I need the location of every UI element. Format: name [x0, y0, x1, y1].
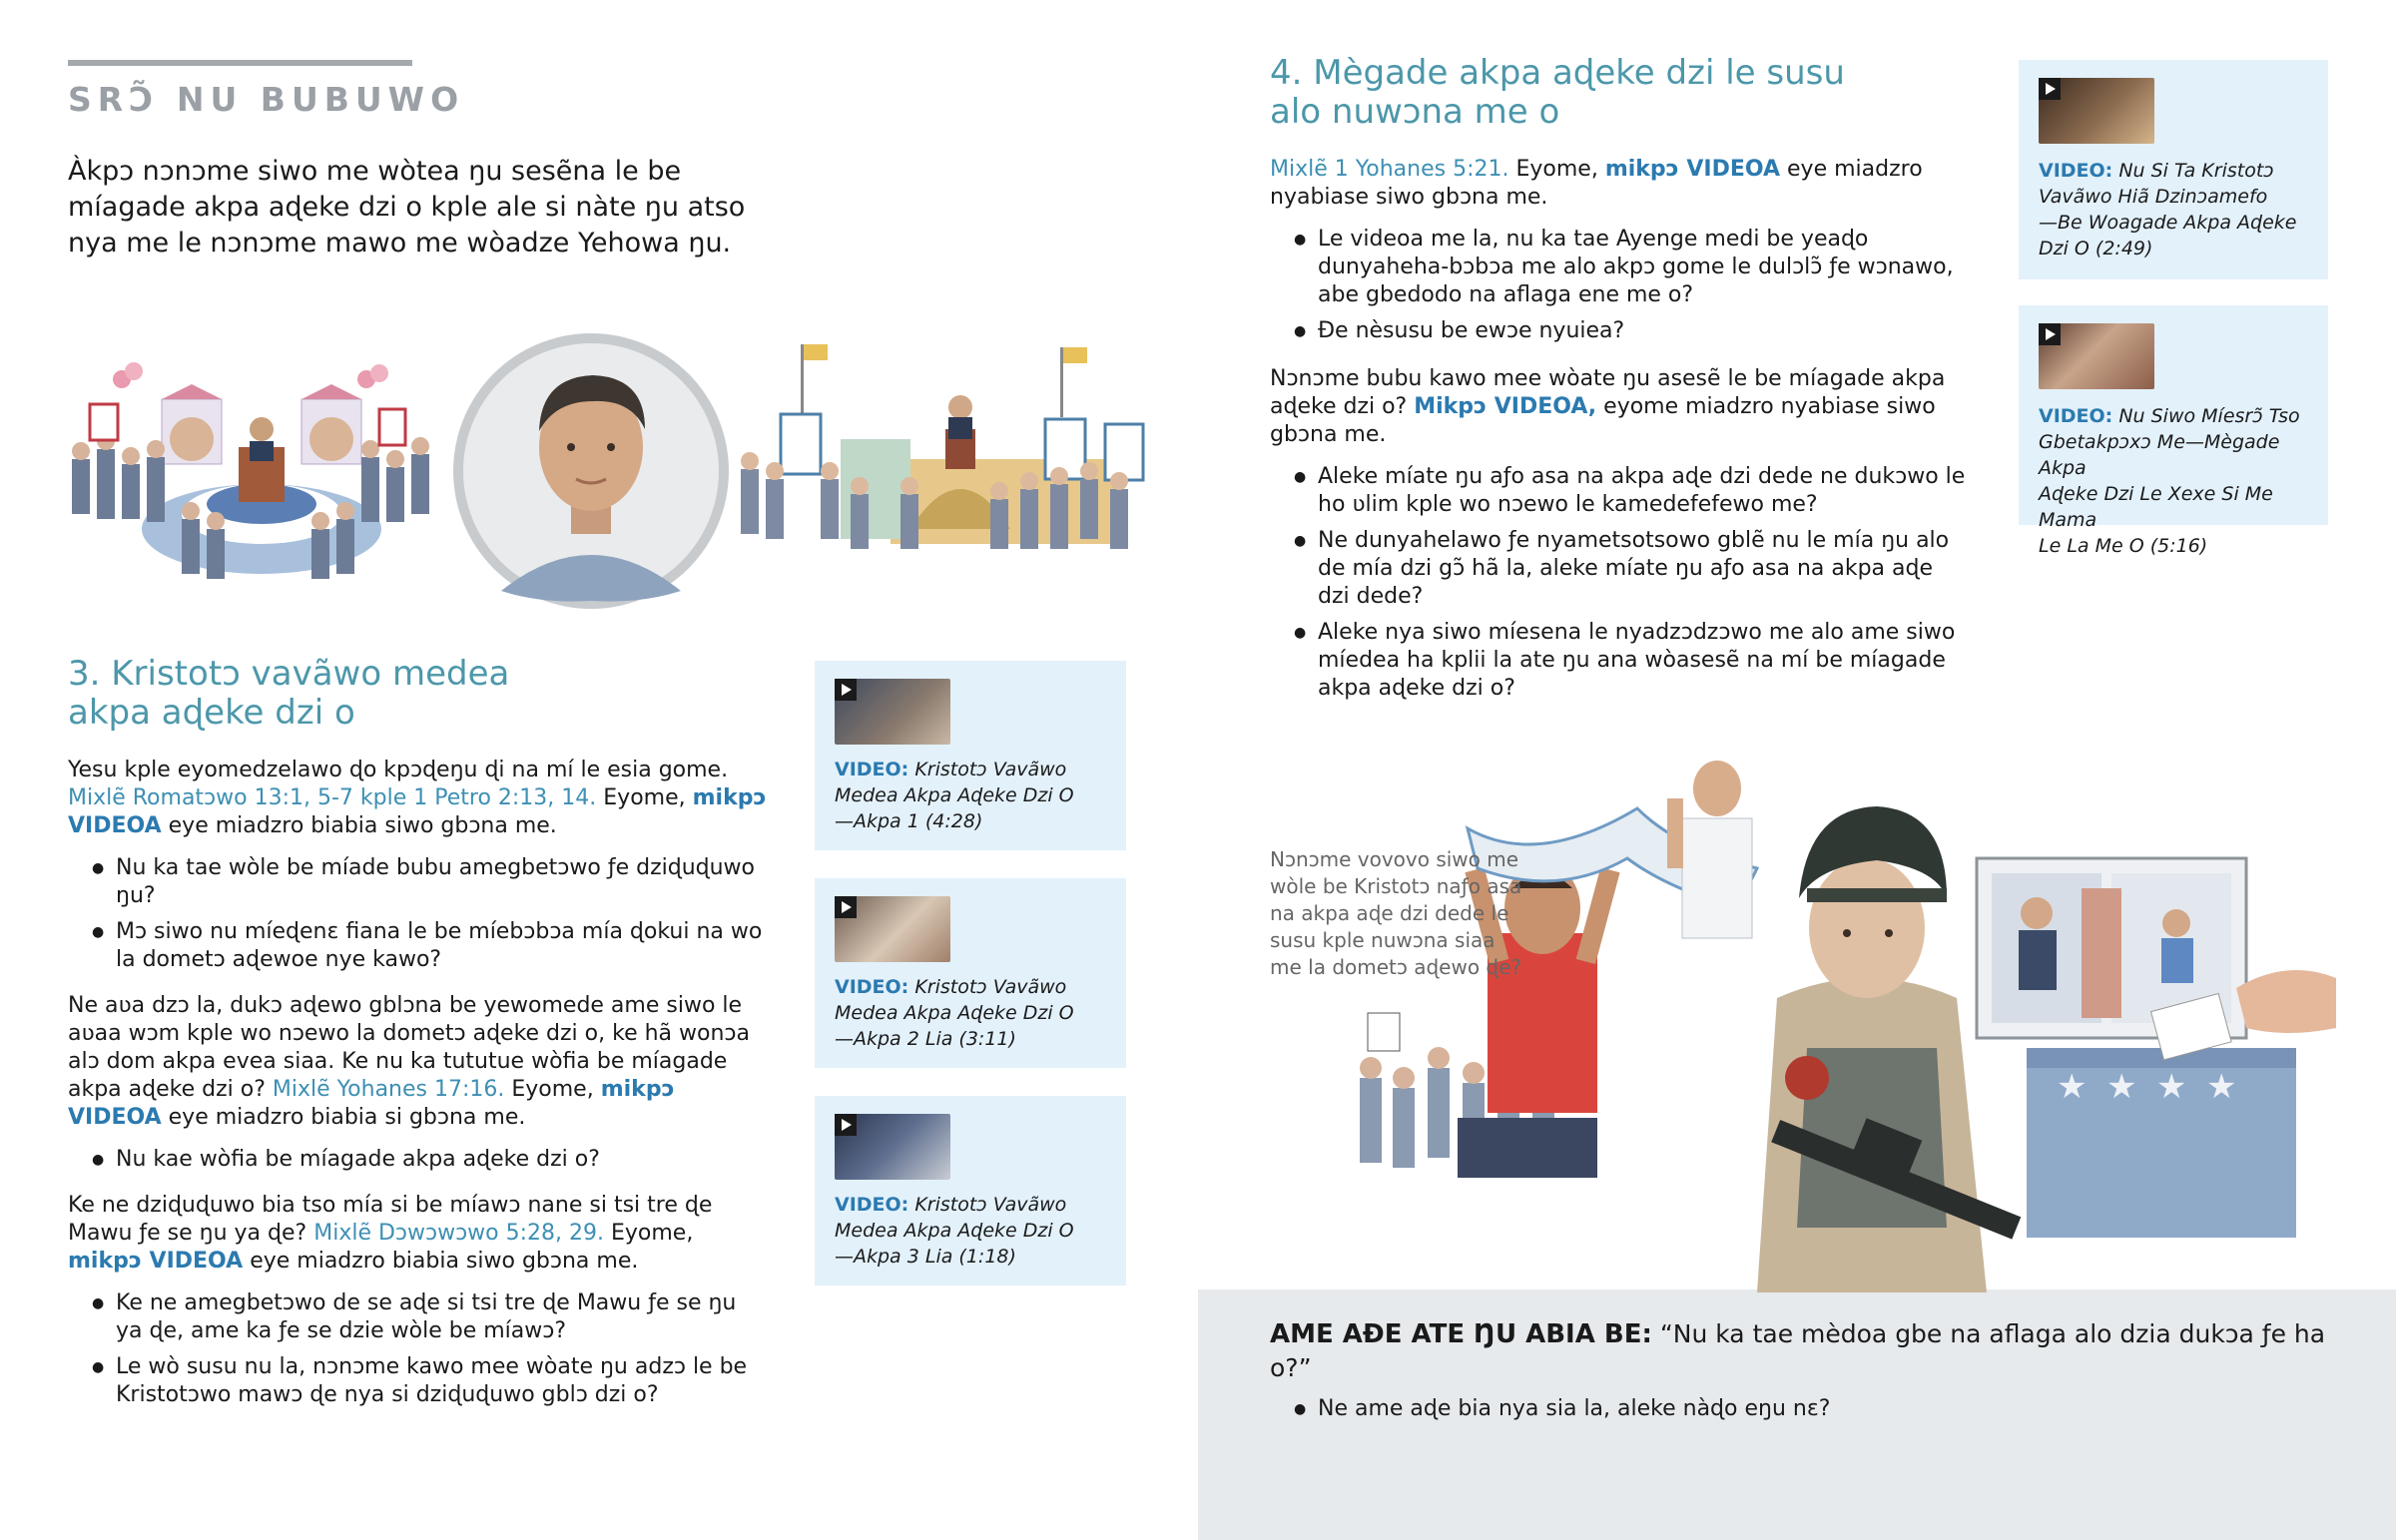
question-item: ● Ne dunyahelawo ƒe nyametsotsowo gblẽ nu le mía ŋu alo de mía dzi gɔ̃ hã la, aleke míate ŋu aƒo asa na akpa aɖe dzi dede? — [1270, 527, 1969, 611]
video-title-line: Nu Siwo Míesrɔ̃ Tso — [2118, 405, 2300, 427]
section-4-question-list-2 — [1270, 463, 1969, 703]
objection-heading: AME AÐE ATE ŊU ABIA BE: — [1270, 1319, 1652, 1349]
video-title-line: Medea Akpa Aɖeke Dzi O — [835, 1002, 1074, 1024]
video-title-line: Kristotɔ Vavãwo — [914, 976, 1067, 998]
question-item: ● Nu kae wòfia be míagade akpa aɖeke dzi o? — [68, 1146, 767, 1174]
section-3-question-list-1 — [68, 854, 767, 974]
paragraph-text: Eyome, — [610, 1221, 694, 1246]
question-item: ● Le videoa me la, nu ka tae Ayenge medi be yeaɖo dunyaheha-bɔbɔa me alo akpɔ gome le dulɔlɔ̃ ƒe wɔnawo, abe gbedodo na aflaga ene me o? — [1270, 226, 1969, 309]
question-item: ● Le wò susu nu la, nɔnɔme kawo mee wòate ŋu adzɔ le be Kristotɔwo mawɔ ɖe nya si dziɖuɖuwo gblɔ dzi o? — [68, 1353, 767, 1409]
video-title-line: Aɖeke Dzi Le Xexe Si Me Mama — [2039, 483, 2273, 531]
video-label: VIDEO: — [835, 976, 909, 998]
intro-paragraph: Àkpɔ nɔnɔme siwo me wòtea ŋu sesẽna le be míagade akpa aɖeke dzi o kple ale si nàte ŋu atso nya me le nɔnɔme mawo me wòadze Yehowa ŋu. — [68, 156, 746, 258]
paragraph-text: Yesu kple eyomedzelawo ɖo kpɔɖeŋu ɖi na mí le esia gome. — [68, 758, 729, 782]
election-scene — [1977, 858, 2336, 1238]
objection-question — [1270, 1317, 2348, 1385]
section-3-question-list-2 — [68, 1146, 767, 1174]
video-label: VIDEO: — [835, 1194, 909, 1216]
illustration-caption: Nɔnɔme vovovo siwo me wòle be Kristotɔ naƒo asa na akpa aɖe dzi dede le susu kple nuwɔna siaa me la dometɔ aɖewo ɖe? — [1270, 847, 1522, 979]
video-title-line: Vavãwo Hiã Dzinɔamefo — [2039, 186, 2268, 208]
play-icon[interactable] — [835, 896, 857, 918]
header-rule — [68, 60, 412, 66]
scripture-link[interactable]: Mixlẽ Yohanes 17:16. — [272, 1077, 505, 1102]
svg-text:★: ★ — [2156, 1067, 2187, 1107]
scripture-link[interactable]: Mixlẽ Dɔwɔwɔwo 5:28, 29. — [313, 1221, 604, 1246]
paragraph-text: eye miadzro biabia si gbɔna me. — [168, 1105, 526, 1130]
paragraph-text: Eyome, — [1515, 157, 1598, 182]
watch-video-link[interactable]: mikpɔ VIDEOA — [68, 1249, 244, 1274]
watch-video-link[interactable]: mikpɔ VIDEOA — [68, 785, 767, 838]
paragraph-text: eyome miadzro nyabiase siwo gbɔna me. — [1270, 394, 1936, 447]
scripture-link[interactable]: Mixlẽ 1 Yohanes 5:21. — [1270, 157, 1509, 182]
play-icon[interactable] — [835, 679, 857, 701]
video-title-line: —Akpa 1 (4:28) — [835, 810, 983, 832]
paragraph-text: eye miadzro biabia siwo gbɔna me. — [168, 813, 557, 838]
section-4-question-list-1 — [1270, 226, 1969, 345]
section-4-title-line1: 4. Mègade akpa aɖeke dzi le susu — [1270, 53, 1845, 93]
objection-quote: “Nu ka tae mèdoa gbe na aflaga alo dzia dukɔa ƒe ha o?” — [1270, 1319, 2326, 1382]
objection-question-list — [1270, 1395, 2348, 1423]
play-icon[interactable] — [2039, 323, 2061, 345]
play-icon[interactable] — [2039, 78, 2061, 100]
left-rally — [72, 362, 429, 579]
question-item: ● Ne ame aɖe bia nya sia la, aleke nàɖo eŋu nɛ? — [1270, 1395, 2348, 1423]
play-icon[interactable] — [835, 1114, 857, 1136]
watch-video-link[interactable]: Mikpɔ VIDEOA, — [1414, 394, 1597, 419]
video-title-line: Kristotɔ Vavãwo — [914, 1194, 1067, 1216]
paragraph-text: Eyome, — [511, 1077, 594, 1102]
video-label: VIDEO: — [835, 759, 909, 780]
video-title — [835, 757, 1074, 834]
question-item: ● Mɔ siwo nu míeɖenɛ fiana le be míebɔbɔa mía ɖokui na wo la dometɔ aɖewoe nye kawo? — [68, 918, 767, 974]
video-title-line: —Akpa 3 Lia (1:18) — [835, 1246, 1016, 1268]
video-title-line: Kristotɔ Vavãwo — [914, 759, 1067, 780]
portrait-medallion — [453, 333, 729, 609]
video-title — [2039, 158, 2297, 261]
video-card-2[interactable] — [815, 878, 1126, 1068]
section-3-paragraph-3 — [68, 1192, 767, 1276]
paragraph-text: Nɔnɔme bubu kawo mee wòate ŋu asesẽ le be míagade akpa aɖeke dzi o? — [1270, 366, 1946, 419]
section-3-title-line2: akpa aɖeke dzi o — [68, 693, 355, 733]
section-4-title — [1270, 54, 1845, 132]
section-4-paragraph-2 — [1270, 365, 1969, 449]
section-kicker: SRƆ̃ NU BUBUWO — [68, 80, 465, 119]
rally-illustration — [62, 329, 1160, 614]
video-label: VIDEO: — [2039, 160, 2113, 182]
neutrality-scene-illustration — [1338, 749, 2336, 1292]
section-3-question-list-3 — [68, 1289, 767, 1409]
video-title-line: Nu Si Ta Kristotɔ — [2118, 160, 2274, 182]
section-3-paragraph-1 — [68, 757, 767, 840]
objection-panel — [1270, 1317, 2348, 1431]
question-item: ● Nu ka tae wòle be míade bubu amegbetɔwo ƒe dziɖuɖuwo ŋu? — [68, 854, 767, 910]
paragraph-text: eye miadzro nyabiase siwo gbɔna me. — [1270, 157, 1923, 210]
section-3-paragraph-2 — [68, 992, 767, 1132]
boy-figure — [1667, 761, 1752, 938]
section-3-title — [68, 655, 509, 733]
video-card-5[interactable] — [2019, 305, 2328, 557]
video-card-4[interactable] — [2019, 60, 2328, 279]
video-title-line: Le La Me O (5:16) — [2039, 535, 2208, 557]
right-rally — [741, 344, 1143, 549]
video-title-line: Medea Akpa Aɖeke Dzi O — [835, 784, 1074, 806]
video-label: VIDEO: — [2039, 405, 2113, 427]
watch-video-link[interactable]: mikpɔ VIDEOA — [1604, 157, 1781, 182]
question-item: ● Aleke nya siwo míesena le nyadzɔdzɔwo me alo ame siwo míedea ha kplii la ate ŋu ana wòasesẽ na mí be míagade akpa aɖeke dzi o? — [1270, 619, 1969, 703]
section-4-body — [1270, 156, 1969, 711]
section-4-paragraph-1 — [1270, 156, 1969, 212]
video-title — [835, 1192, 1074, 1270]
section-3-body — [68, 757, 767, 1417]
scripture-link[interactable]: Mixlẽ Romatɔwo 13:1, 5-7 kple 1 Petro 2:13, 14. — [68, 785, 597, 810]
section-4-title-line2: alo nuwɔna me o — [1270, 92, 1560, 132]
paragraph-text: Eyome, — [603, 785, 686, 810]
svg-text:★: ★ — [2106, 1067, 2137, 1107]
paragraph-text: eye miadzro biabia siwo gbɔna me. — [250, 1249, 639, 1274]
video-title-line: —Akpa 2 Lia (3:11) — [835, 1028, 1016, 1050]
video-title-line: Dzi O (2:49) — [2039, 238, 2153, 259]
svg-text:★: ★ — [2057, 1067, 2088, 1107]
paragraph-text: Ne aʋa dzɔ la, dukɔ aɖewo gblɔna be yewomede ame siwo le aʋaa wɔm kple wo nɔewo la dometɔ aɖeke dzi o, ke hã wonɔa alɔ dom akpa evea siaa. Ke nu ka tututue wòfia be míagade akpa aɖeke dzi o? — [68, 993, 750, 1102]
question-item: ● Ðe nèsusu be ewɔe nyuiea? — [1270, 317, 1969, 345]
svg-text:★: ★ — [2206, 1067, 2237, 1107]
paragraph-text: Ke ne dziɖuɖuwo bia tso mía si be míawɔ nane si tsi tre ɖe Mawu ƒe se ŋu ya ɖe? — [68, 1193, 713, 1246]
question-item: ● Aleke míate ŋu aƒo asa na akpa aɖe dzi dede ne dukɔwo le ho ʋlim kple wo nɔewo le kamedefefewo me? — [1270, 463, 1969, 519]
video-title-line: Gbetakpɔxɔ Me—Mègade Akpa — [2039, 431, 2280, 479]
video-title — [835, 974, 1074, 1052]
video-card-1[interactable] — [815, 661, 1126, 850]
question-item: ● Ke ne amegbetɔwo de se aɖe si tsi tre ɖe Mawu ƒe se ŋu ya ɖe, ame ka ƒe se dzie wòle be míawɔ? — [68, 1289, 767, 1345]
watch-video-link[interactable]: mikpɔ VIDEOA — [68, 1077, 675, 1130]
video-title-line: —Be Woagade Akpa Aɖeke — [2039, 212, 2297, 234]
video-card-3[interactable] — [815, 1096, 1126, 1285]
section-3-title-line1: 3. Kristotɔ vavãwo medea — [68, 654, 510, 694]
video-title-line: Medea Akpa Aɖeke Dzi O — [835, 1220, 1074, 1242]
video-title — [2039, 403, 2328, 559]
